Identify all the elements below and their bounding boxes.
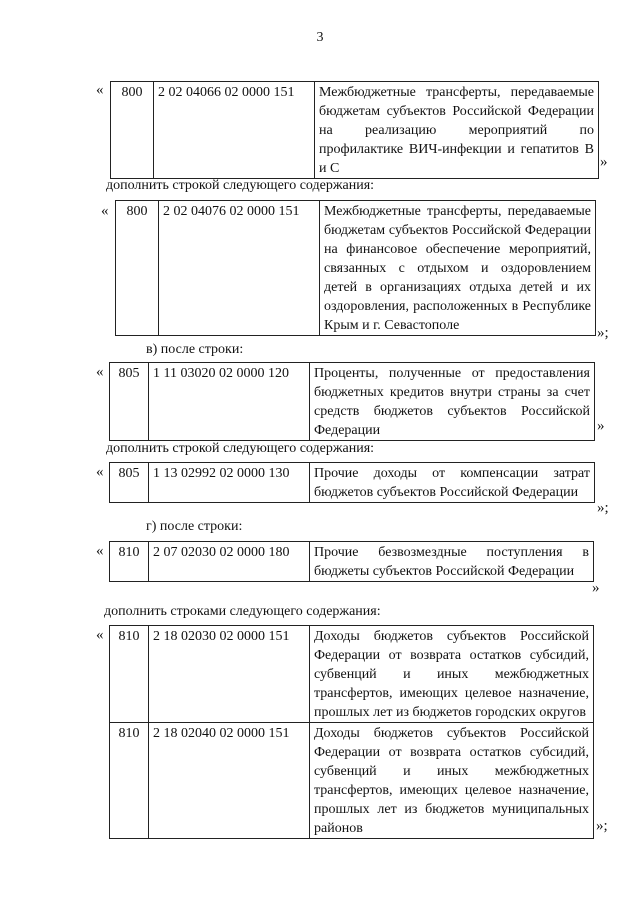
- quote-close: »;: [597, 325, 609, 341]
- table-row: [110, 363, 595, 441]
- income-description: Межбюджетные трансферты, передаваемые бюджетам субъектов Российской Федерации на реализацию мероприятий по профилактике ВИЧ-инфекции и гепатитов В и С: [315, 82, 599, 179]
- admin-code: 810: [110, 542, 149, 582]
- paragraph: дополнить строками следующего содержания:: [104, 604, 381, 619]
- budget-code: 2 18 02040 02 0000 151: [149, 723, 310, 839]
- quote-close: »: [597, 418, 605, 434]
- admin-code: 800: [116, 201, 159, 336]
- record-table: [109, 362, 595, 441]
- table-row: [110, 723, 594, 839]
- budget-code: 2 02 04076 02 0000 151: [159, 201, 320, 336]
- record-table: [110, 81, 599, 179]
- income-description: Доходы бюджетов субъектов Российской Федерации от возврата остатков субсидий, субвенций и иных межбюджетных трансфертов, имеющих целевое назначение, прошлых лет из бюджетов городских округов: [310, 626, 594, 723]
- quote-close: »: [600, 154, 608, 170]
- paragraph: дополнить строкой следующего содержания:: [106, 441, 375, 456]
- record-table: [109, 625, 594, 839]
- record-table: [115, 200, 596, 336]
- income-description: Доходы бюджетов субъектов Российской Федерации от возврата остатков субсидий, субвенций и иных межбюджетных трансфертов, имеющих целевое назначение, прошлых лет из бюджетов муниципальных районов: [310, 723, 594, 839]
- table-row: [116, 201, 596, 336]
- table-row: [110, 463, 595, 503]
- admin-code: 805: [110, 463, 149, 503]
- quote-open: «: [96, 627, 104, 643]
- quote-open: «: [96, 464, 104, 480]
- paragraph: дополнить строкой следующего содержания:: [106, 178, 375, 193]
- budget-code: 2 07 02030 02 0000 180: [149, 542, 310, 582]
- quote-open: «: [101, 203, 109, 219]
- admin-code: 810: [110, 723, 149, 839]
- table-row: [110, 542, 594, 582]
- budget-code: 1 13 02992 02 0000 130: [149, 463, 310, 503]
- income-description: Проценты, полученные от предоставления бюджетных кредитов внутри страны за счет средств бюджетов субъектов Российской Федерации: [310, 363, 595, 441]
- page-number: 3: [316, 30, 324, 45]
- table-row: [110, 626, 594, 723]
- admin-code: 810: [110, 626, 149, 723]
- quote-close: »: [592, 580, 600, 596]
- quote-open: «: [96, 543, 104, 559]
- income-description: Прочие безвозмездные поступления в бюджеты субъектов Российской Федерации: [310, 542, 594, 582]
- record-table: [109, 541, 594, 582]
- quote-open: «: [96, 364, 104, 380]
- paragraph: в) после строки:: [146, 342, 244, 357]
- admin-code: 805: [110, 363, 149, 441]
- budget-code: 2 02 04066 02 0000 151: [154, 82, 315, 179]
- quote-open: «: [96, 82, 104, 98]
- record-table: [109, 462, 595, 503]
- budget-code: 1 11 03020 02 0000 120: [149, 363, 310, 441]
- paragraph: г) после строки:: [146, 519, 243, 534]
- budget-code: 2 18 02030 02 0000 151: [149, 626, 310, 723]
- table-row: [111, 82, 599, 179]
- quote-close: »;: [597, 500, 609, 516]
- quote-close: »;: [596, 818, 608, 834]
- income-description: Межбюджетные трансферты, передаваемые бюджетам субъектов Российской Федерации на финансовое обеспечение мероприятий, связанных с отдыхом и оздоровлением детей в организациях отдыха детей и их оздоровления, расположенных в Республике Крым и г. Севастополе: [320, 201, 596, 336]
- income-description: Прочие доходы от компенсации затрат бюджетов субъектов Российской Федерации: [310, 463, 595, 503]
- admin-code: 800: [111, 82, 154, 179]
